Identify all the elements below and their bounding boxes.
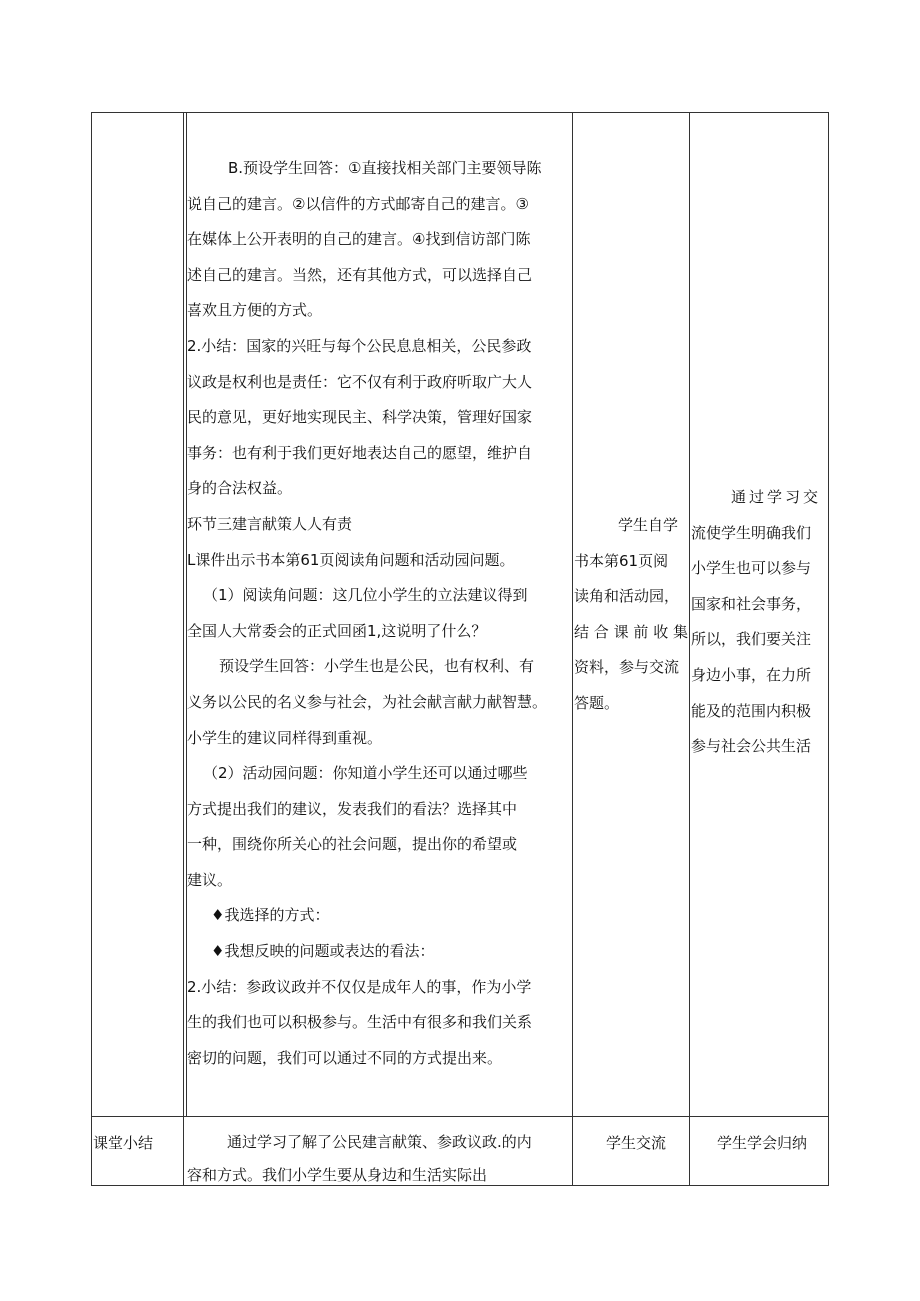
summary-intent: 学生学会归纳 bbox=[717, 1134, 808, 1152]
activity-line: 读角和活动园， bbox=[574, 587, 680, 606]
content-line: 身的合法权益。 bbox=[187, 479, 293, 498]
content-line: B.预设学生回答：①直接找相关部门主要领导陈 bbox=[228, 159, 542, 177]
content-line: 密切的问题，我们可以通过不同的方式提出来。 bbox=[187, 1048, 503, 1067]
intent-line: 通过学习交 bbox=[731, 488, 822, 506]
intent-line: 身边小事，在力所 bbox=[691, 665, 812, 684]
content-line: 生的我们也可以积极参与。生活中有很多和我们关系 bbox=[187, 1013, 533, 1032]
table-row-divider bbox=[91, 1116, 829, 1117]
bullet-item: ♦我选择的方式： bbox=[211, 906, 330, 925]
intent-line: 能及的范围内积极 bbox=[691, 701, 812, 720]
content-line: 事务：也有利于我们更好地表达自己的愿望，维护自 bbox=[187, 443, 533, 462]
content-line: 民的意见，更好地实现民主、科学决策，管理好国家 bbox=[187, 408, 533, 427]
column-divider-3 bbox=[689, 112, 690, 1186]
summary-intent-cell bbox=[691, 1126, 828, 1162]
content-line: 述自己的建言。当然，还有其他方式，可以选择自己 bbox=[187, 265, 533, 284]
activity-line: 答题。 bbox=[574, 693, 620, 712]
content-line: 小学生的建议同样得到重视。 bbox=[187, 728, 383, 747]
intent-line: 所以，我们要关注 bbox=[691, 630, 812, 649]
student-activity-cell bbox=[574, 508, 688, 722]
content-line: L课件出示书本第61页阅读角问题和活动园问题。 bbox=[187, 550, 515, 569]
content-line: 喜欢且方便的方式。 bbox=[187, 301, 323, 320]
activity-line: 结合课前收集 bbox=[574, 622, 688, 641]
activity-line: 学生自学 bbox=[618, 516, 679, 534]
summary-label-cell bbox=[93, 1126, 183, 1162]
design-intent-cell bbox=[691, 480, 828, 765]
column-divider-2 bbox=[572, 112, 573, 1186]
intent-line: 小学生也可以参与 bbox=[691, 559, 812, 578]
summary-content-cell bbox=[187, 1126, 572, 1192]
activity-line: 书本第61页阅 bbox=[574, 551, 669, 570]
row-label: 课堂小结 bbox=[93, 1134, 154, 1152]
summary-line: 通过学习了解了公民建言献策、参政议政.的内 bbox=[227, 1133, 532, 1151]
summary-activity-cell bbox=[574, 1126, 688, 1162]
content-line: 建议。 bbox=[187, 870, 233, 889]
content-line: 预设学生回答：小学生也是公民，也有权利、有 bbox=[219, 657, 535, 676]
summary-activity: 学生交流 bbox=[606, 1134, 667, 1152]
content-line: 一种，围绕你所关心的社会问题，提出你的希望或 bbox=[187, 835, 518, 854]
bullet-item: ♦我想反映的问题或表达的看法： bbox=[211, 942, 435, 961]
column-divider-1 bbox=[183, 112, 184, 1186]
content-line: 方式提出我们的建议，发表我们的看法？选择其中 bbox=[187, 799, 518, 818]
content-line: 说自己的建言。②以信件的方式邮寄自己的建言。③ bbox=[187, 194, 529, 213]
summary-line: 容和方式。我们小学生要从身边和生活实际出 bbox=[187, 1166, 488, 1184]
intent-line: 国家和社会事务， bbox=[691, 594, 812, 613]
table-border-right bbox=[828, 112, 829, 1186]
content-line: 在媒体上公开表明的自己的建言。④找到信访部门陈 bbox=[187, 230, 531, 249]
teaching-content-cell bbox=[187, 151, 572, 1076]
content-line: （1）阅读角问题：这几位小学生的立法建议得到 bbox=[203, 586, 528, 605]
table-border-left bbox=[91, 112, 92, 1186]
intent-line: 流使学生明确我们 bbox=[691, 523, 812, 542]
content-line: 2.小结：国家的兴旺与每个公民息息相关，公民参政 bbox=[187, 336, 532, 355]
content-line: 义务以公民的名义参与社会，为社会献言献力献智慧。 bbox=[187, 692, 548, 711]
content-line: 全国人大常委会的正式回函1,这说明了什么？ bbox=[187, 621, 487, 640]
content-line: （2）活动园问题：你知道小学生还可以通过哪些 bbox=[203, 764, 528, 783]
intent-line: 参与社会公共生活 bbox=[691, 737, 812, 756]
table-border-top bbox=[91, 112, 829, 113]
content-line: 议政是权利也是责任：它不仅有利于政府听取广大人 bbox=[187, 372, 533, 391]
activity-line: 资料，参与交流 bbox=[574, 658, 680, 677]
content-line: 2.小结：参政议政并不仅仅是成年人的事，作为小学 bbox=[187, 977, 532, 996]
section-heading: 环节三建言献策人人有责 bbox=[187, 514, 353, 533]
